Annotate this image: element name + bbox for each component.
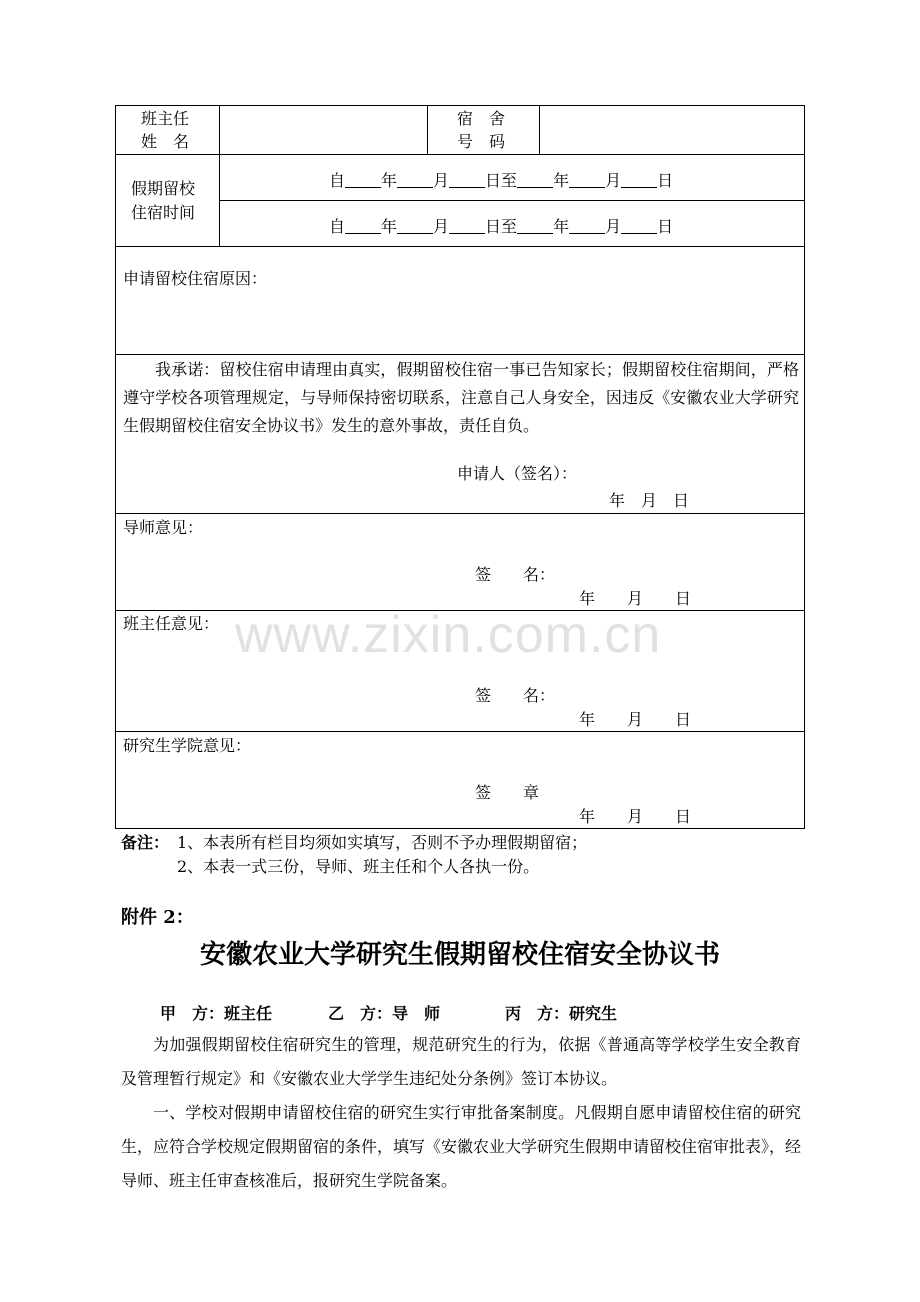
dorm-number-label-2: 号 码 [457,132,506,151]
dorm-number-label: 宿 舍 [457,109,506,128]
row-divider [115,513,805,514]
agreement-title: 安徽农业大学研究生假期留校住宿安全协议书 [199,940,720,970]
stay-period-date-row-2[interactable]: 自 年 月 日至 年 月 日 [329,217,674,236]
agreement-paragraph-1: 为加强假期留校住宿研究生的管理，规范研究生的行为，依据《普通高等学校学生安全教育及管理暂行规定》和《安徽农业大学学生违纪处分条例》签订本协议。 [121,1035,801,1088]
applicant-signature-label: 申请人（签名）： [457,464,578,483]
head-teacher-name-label: 班主任 [141,109,190,128]
advisor-opinion-label: 导师意见： [123,518,204,537]
row-divider [115,246,805,247]
table-border-left [115,105,116,829]
note-1: 1、本表所有栏目均须如实填写，否则不予办理假期留宿； [177,833,588,852]
applicant-date: 年 月 日 [609,491,690,510]
col-divider [427,105,428,154]
stay-period-date-row-1[interactable]: 自 年 月 日至 年 月 日 [329,171,674,190]
reason-field[interactable] [119,293,801,351]
party-c: 丙 方：研究生 [505,1004,618,1023]
dorm-number-field[interactable] [541,107,803,153]
col-divider [539,105,540,154]
table-border-bottom [115,828,805,829]
head-teacher-opinion-label: 班主任意见： [123,614,220,633]
graduate-school-opinion-label: 研究生学院意见： [123,736,252,755]
watermark-text: www.zixin.com.cn [235,606,662,664]
col-divider [219,105,220,246]
stay-period-label-2: 住宿时间 [131,203,196,222]
note-2: 2、本表一式三份，导师、班主任和个人各执一份。 [177,857,540,876]
advisor-date: 年 月 日 [579,589,692,608]
graduate-school-date: 年 月 日 [579,807,692,826]
row-divider [115,731,805,732]
party-b: 乙 方：导 师 [328,1004,441,1023]
application-form-table [115,105,805,829]
head-teacher-signature-label: 签 名： [475,686,556,705]
agreement-paragraph-2: 一、学校对假期申请留校住宿的研究生实行审批备案制度。凡假期自愿申请留校住宿的研究生，应符合学校规定假期留宿的条件，填写《安徽农业大学研究生假期申请留校住宿审批表》，经导师、班主任审查核准后，报研究生学院备案。 [121,1103,802,1190]
head-teacher-date: 年 月 日 [579,710,692,729]
table-border-right [804,105,805,829]
head-teacher-name-field[interactable] [221,107,425,153]
stay-period-label: 假期留校 [131,179,196,198]
party-a: 甲 方：班主任 [160,1004,273,1023]
advisor-signature-label: 签 名： [475,565,556,584]
row-divider [115,354,805,355]
pledge-text: 我承诺：留校住宿申请理由真实，假期留校住宿一事已告知家长；假期留校住宿期间，严格遵守学校各项管理规定，与导师保持密切联系，注意自己人身安全，因违反《安徽农业大学研究生假期留校住宿安全协议书》发生的意外事故，责任自负。 [123,360,799,435]
attachment-label: 附件 2： [121,907,194,928]
row-divider [219,200,805,201]
notes-label: 备注： [121,833,170,852]
reason-label: 申请留校住宿原因： [123,269,268,288]
graduate-school-seal-label: 签 章 [475,783,540,802]
head-teacher-name-label-2: 姓 名 [141,132,190,151]
